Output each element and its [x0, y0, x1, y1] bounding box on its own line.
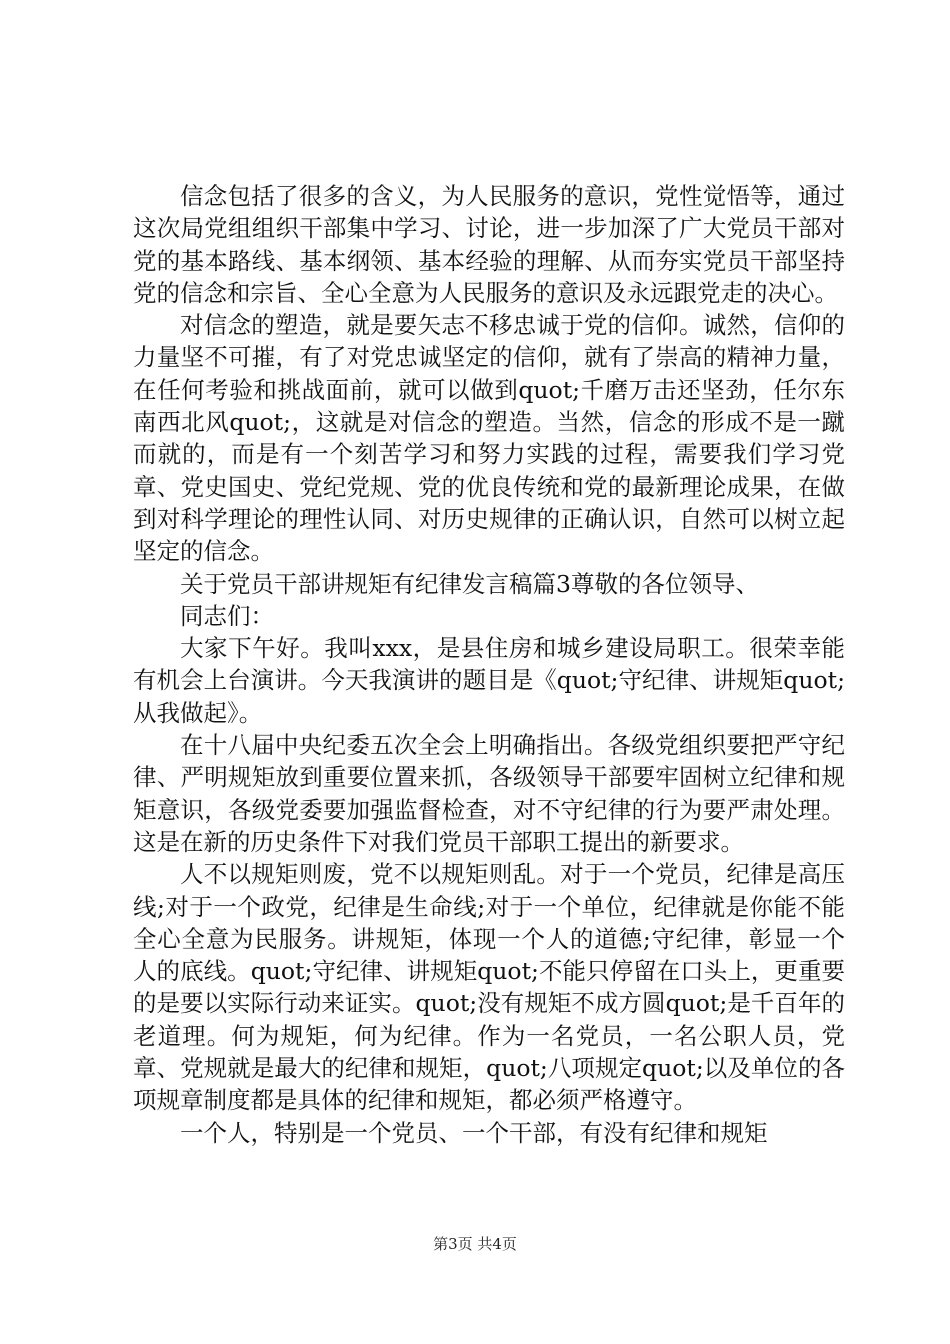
paragraph-5: 大家下午好。我叫xxx，是县住房和城乡建设局职工。很荣幸能有机会上台演讲。今天我演讲的题目是《quot;守纪律、讲规矩quot;从我做起》。 — [133, 634, 845, 727]
paragraph-2: 对信念的塑造，就是要矢志不移忠诚于党的信仰。诚然，信仰的力量坚不可摧，有了对党忠诚坚定的信仰，就有了崇高的精神力量，在任何考验和挑战面前，就可以做到quot;千磨万击还坚劲，任尔东南西北风quot;，这就是对信念的塑造。当然，信念的形成不是一蹴而就的，而是有一个刻苦学习和努力实践的过程，需要我们学习党章、党史国史、党纪党规、党的优良传统和党的最新理论成果，在做到对科学理论的理性认同、对历史规律的正确认识，自然可以树立起坚定的信念。 — [133, 311, 845, 566]
paragraph-6: 在十八届中央纪委五次全会上明确指出。各级党组织要把严守纪律、严明规矩放到重要位置来抓，各级领导干部要牢固树立纪律和规矩意识，各级党委要加强监督检查，对不守纪律的行为要严肃处理。这是在新的历史条件下对我们党员干部职工提出的新要求。 — [133, 731, 845, 856]
paragraph-3: 关于党员干部讲规矩有纪律发言稿篇3尊敬的各位领导、 — [180, 569, 759, 598]
paragraph-4: 同志们： — [180, 601, 274, 630]
document-body — [133, 180, 845, 1149]
page-footer: 第3页 共4页 — [433, 1235, 517, 1253]
paragraph-7: 人不以规矩则废，党不以规矩则乱。对于一个党员，纪律是高压线;对于一个政党，纪律是生命线;对于一个单位，纪律就是你能不能全心全意为民服务。讲规矩，体现一个人的道德;守纪律，彰显一个人的底线。quot;守纪律、讲规矩quot;不能只停留在口头上，更重要的是要以实际行动来证实。quot;没有规矩不成方圆quot;是千百年的老道理。何为规矩，何为纪律。作为一名党员，一名公职人员，党章、党规就是最大的纪律和规矩，quot;八项规定quot;以及单位的各项规章制度都是具体的纪律和规矩，都必须严格遵守。 — [133, 860, 845, 1115]
paragraph-1: 信念包括了很多的含义，为人民服务的意识，党性觉悟等，通过这次局党组组织干部集中学习、讨论，进一步加深了广大党员干部对党的基本路线、基本纲领、基本经验的理解、从而夯实党员干部坚持党的信念和宗旨、全心全意为人民服务的意识及永远跟党走的决心。 — [133, 182, 845, 307]
paragraph-8: 一个人，特别是一个党员、一个干部，有没有纪律和规矩 — [180, 1118, 768, 1147]
